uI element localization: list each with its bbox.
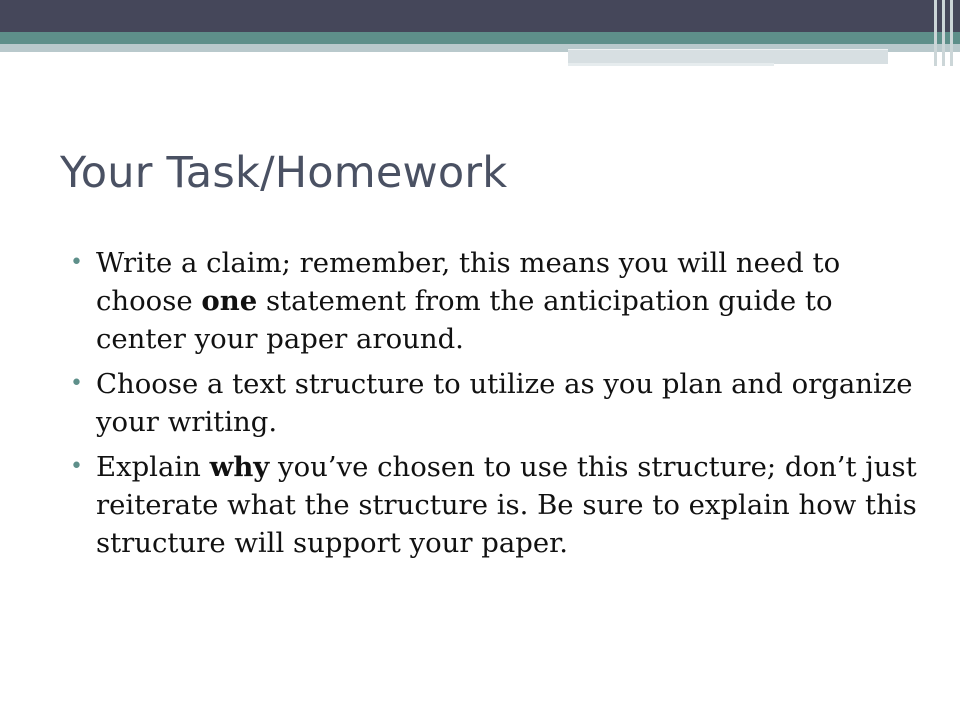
bullet-marker: • <box>70 454 83 479</box>
bullet-text: Explain <box>96 451 210 483</box>
bullet-item <box>70 448 920 562</box>
bullet-item <box>70 244 920 358</box>
bullet-marker: • <box>70 371 83 396</box>
bullet-emphasis: one <box>201 285 258 317</box>
header-band-dark <box>0 0 960 32</box>
bullet-text: you’ve chosen to use this structure; don’t just reiterate what the structure is. Be sure to explain how this structure will support your paper. <box>96 451 917 559</box>
bullet-text: Choose a text structure to utilize as you plan and organize your writing. <box>96 368 913 438</box>
bullet-emphasis: why <box>209 451 270 483</box>
bullet-text: Write a claim; remember, this means you will need to choose <box>96 247 841 317</box>
header-band-step <box>568 50 888 64</box>
bullet-list <box>70 244 920 569</box>
header-edge-lines <box>930 0 960 66</box>
bullet-text: statement from the anticipation guide to center your paper around. <box>96 285 833 355</box>
header-band-teal <box>0 32 960 44</box>
bullet-item <box>70 365 920 441</box>
header-band-step-lower <box>568 63 774 66</box>
slide-title: Your Task/Homework <box>60 148 508 198</box>
bullet-marker: • <box>70 250 83 275</box>
